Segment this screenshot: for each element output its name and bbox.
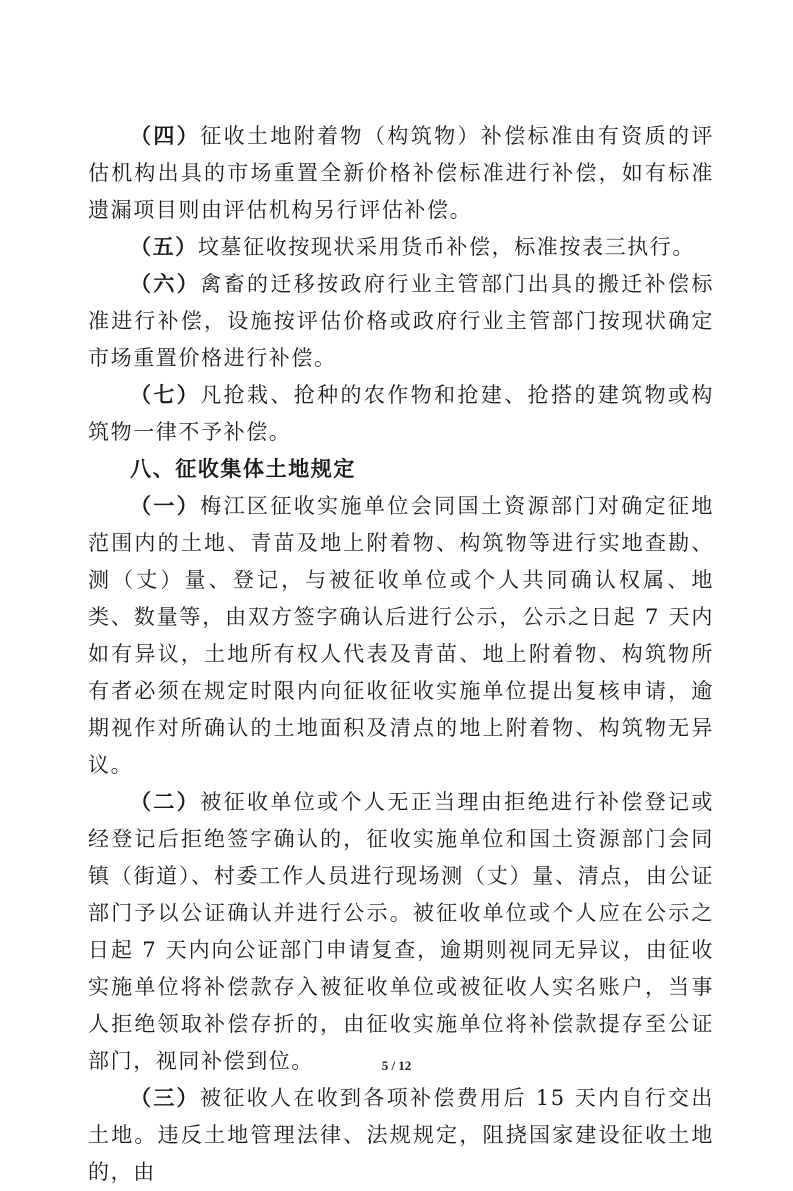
section-paragraph-2	[88, 784, 714, 1080]
paragraph-text: 被征收人在收到各项补偿费用后 15 天内自行交出土地。违反土地管理法律、法规规定，阻挠国家建设征收土地的，由	[88, 1086, 714, 1184]
section-paragraph-1	[88, 488, 714, 784]
section-paragraph-3	[88, 1080, 714, 1191]
paragraph-7	[88, 377, 714, 451]
paragraph-number: （四）	[130, 124, 201, 148]
paragraph-text: 被征收单位或个人无正当理由拒绝进行补偿登记或经登记后拒绝签字确认的，征收实施单位和国土资源部门会同镇（街道）、村委工作人员进行现场测（丈）量、清点，由公证部门予以公证确认并进行公示。被征收单位或个人应在公示之日起 7 天内向公证部门申请复查，逾期则视同无异议，由征收实施单位将补偿款存入被征收单位或被征收人实名账户，当事人拒绝领取补偿存折的，由征收实施单位将补偿款提存至公证部门，视同补偿到位。	[88, 790, 714, 1073]
paragraph-number: （六）	[130, 272, 201, 296]
paragraph-number: （三）	[130, 1086, 201, 1110]
paragraph-text: 坟墓征收按现状采用货币补偿，标准按表三执行。	[197, 235, 696, 259]
paragraph-text: 梅江区征收实施单位会同国土资源部门对确定征地范围内的土地、青苗及地上附着物、构筑物等进行实地查勘、测（丈）量、登记，与被征收单位或个人共同确认权属、地类、数量等，由双方签字确认后进行公示，公示之日起 7 天内如有异议，土地所有权人代表及青苗、地上附着物、构筑物所有者必须在规定时限内向征收征收实施单位提出复核申请，逾期视作对所确认的土地面积及清点的地上附着物、构筑物无异议。	[88, 494, 714, 777]
paragraph-number: （一）	[130, 494, 201, 518]
page-number: 5 / 12	[381, 1058, 412, 1073]
paragraph-4	[88, 118, 714, 229]
paragraph-text: 禽畜的迁移按政府行业主管部门出具的搬迁补偿标准进行补偿，设施按评估价格或政府行业主管部门按现状确定市场重置价格进行补偿。	[88, 272, 714, 370]
paragraph-number: （七）	[130, 383, 201, 407]
paragraph-number: （二）	[130, 790, 201, 814]
document-body	[88, 118, 714, 1191]
paragraph-6	[88, 266, 714, 377]
paragraph-text: 凡抢栽、抢种的农作物和抢建、抢搭的建筑物或构筑物一律不予补偿。	[88, 383, 714, 444]
paragraph-text: 征收土地附着物（构筑物）补偿标准由有资质的评估机构出具的市场重置全新价格补偿标准进行补偿，如有标准遗漏项目则由评估机构另行评估补偿。	[88, 124, 714, 222]
section-heading: 八、征收集体土地规定	[130, 457, 356, 481]
paragraph-number: （五）	[130, 235, 198, 259]
paragraph-5	[88, 229, 714, 266]
